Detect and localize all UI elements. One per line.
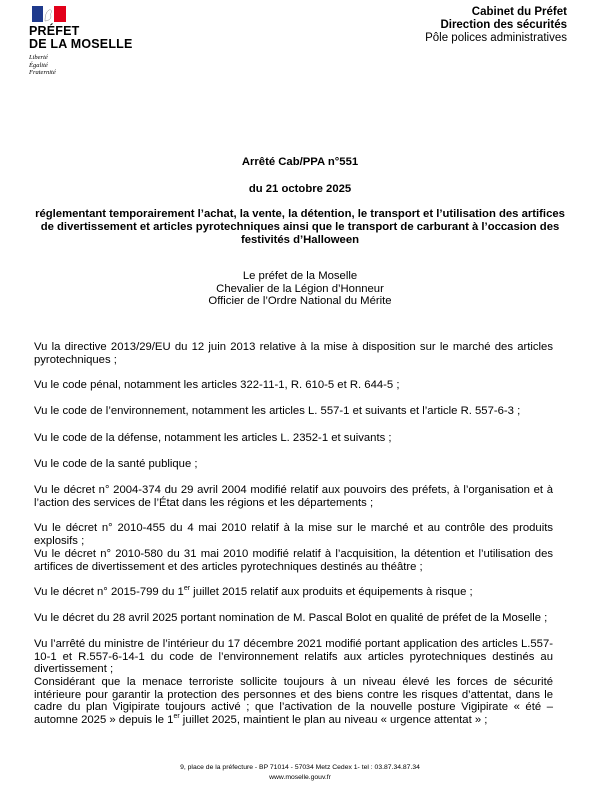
visa-paragraph: Vu le décret n° 2010-455 du 4 mai 2010 relatif à la mise sur le marché et au contrôle des produits explosifs ; <box>34 522 553 547</box>
page-footer <box>0 763 600 782</box>
visa-text: juillet 2015 relatif aux produits et équipements à risque ; <box>190 586 473 598</box>
motto-egalite: Égalité <box>29 61 48 69</box>
visa-paragraph: Vu le code de la défense, notamment les articles L. 2352-1 et suivants ; <box>34 432 392 444</box>
prefect-titles <box>30 270 570 308</box>
decree-subject-line: réglementant temporairement l’achat, la vente, la détention, le transport et l’utilisation des artifices <box>35 208 565 220</box>
prefect-honour-2: Officier de l’Ordre National du Mérite <box>208 295 392 307</box>
visa-paragraph <box>34 586 553 599</box>
footer-website[interactable]: www.moselle.gouv.fr <box>269 773 331 781</box>
ordinal-superscript: er <box>173 713 180 721</box>
visa-paragraph: Vu l’arrêté du ministre de l’intérieur du 17 décembre 2021 modifié portant application des articles L.557-10-1 et R.557-6-14-1 du code de l’environnement relatifs aux articles pyrotechniques destinés au divertissement ; <box>34 638 553 676</box>
decree-subject <box>30 208 570 247</box>
visa-paragraph: Vu le décret du 28 avril 2025 portant nomination de M. Pascal Bolot en qualité de préfet de la Moselle ; <box>34 612 548 624</box>
visa-paragraph: Vu le décret n° 2010-580 du 31 mai 2010 modifié relatif à l’acquisition, la détention et l’utilisation des artifices de divertissement et des articles pyrotechniques destinés au théâtre ; <box>34 548 553 573</box>
considering-text: Considérant que la menace terroriste sollicite toujours à un niveau élevé les forces de sécurité intérieure pour garantir la protection des personnes et des biens contre les risques d’attentat, dans le cadre du plan Vigipirate toujours activé ; que l’activation de la nouvelle posture Vigipirate « été – automne 2025 » depuis le 1 <box>34 676 553 726</box>
republic-motto <box>29 54 169 77</box>
logo-line1: PRÉFET <box>29 24 80 38</box>
visa-paragraph: Vu le code de la santé publique ; <box>34 458 198 470</box>
decree-date: du 21 octobre 2025 <box>248 183 352 195</box>
logo-title <box>29 25 169 51</box>
prefect-name: Le préfet de la Moselle <box>242 270 358 282</box>
considering-paragraph <box>34 676 553 726</box>
office-cabinet: Cabinet du Préfet <box>471 6 567 18</box>
visa-paragraph: Vu le code pénal, notamment les articles 322-11-1, R. 610-5 et R. 644-5 ; <box>34 379 400 391</box>
office-direction: Direction des sécurités <box>440 19 567 31</box>
ordinal-superscript: er <box>183 585 191 593</box>
decree-number: Arrêté Cab/PPA n°551 <box>241 156 359 168</box>
considering-text: juillet 2025, maintient le plan au niveau « urgence attentat » ; <box>179 713 488 726</box>
decree-subject-line: de divertissement et articles pyrotechniques ainsi que le transport de carburant à l’occasion des <box>40 221 560 233</box>
footer-address: 9, place de la préfecture - BP 71014 - 57034 Metz Cedex 1- tel : 03.87.34.87.34 <box>180 764 420 771</box>
visa-paragraph: Vu le décret n° 2004-374 du 29 avril 2004 modifié relatif aux pouvoirs des préfets, à l’organisation et à l’action des services de l’État dans les régions et les départements ; <box>34 484 553 509</box>
visa-paragraph: Vu le code de l’environnement, notamment les articles L. 557-1 et suivants et l’article R. 557-6-3 ; <box>34 405 521 417</box>
marianne-flag-icon <box>32 6 66 22</box>
issuing-office <box>425 6 567 45</box>
motto-liberte: Liberté <box>29 54 48 61</box>
logo-line2: DE LA MOSELLE <box>29 37 133 51</box>
prefecture-logo <box>29 6 169 77</box>
visa-text: Vu le décret n° 2015-799 du 1 <box>34 586 184 598</box>
office-pole: Pôle polices administratives <box>425 32 567 44</box>
decree-subject-line: festivités d’Halloween <box>240 234 360 246</box>
prefect-honour-1: Chevalier de la Légion d’Honneur <box>216 282 384 295</box>
visa-paragraph: Vu la directive 2013/29/EU du 12 juin 2013 relative à la mise à disposition sur le marché des articles pyrotechniques ; <box>34 341 553 366</box>
motto-fraternite: Fraternité <box>29 69 56 76</box>
